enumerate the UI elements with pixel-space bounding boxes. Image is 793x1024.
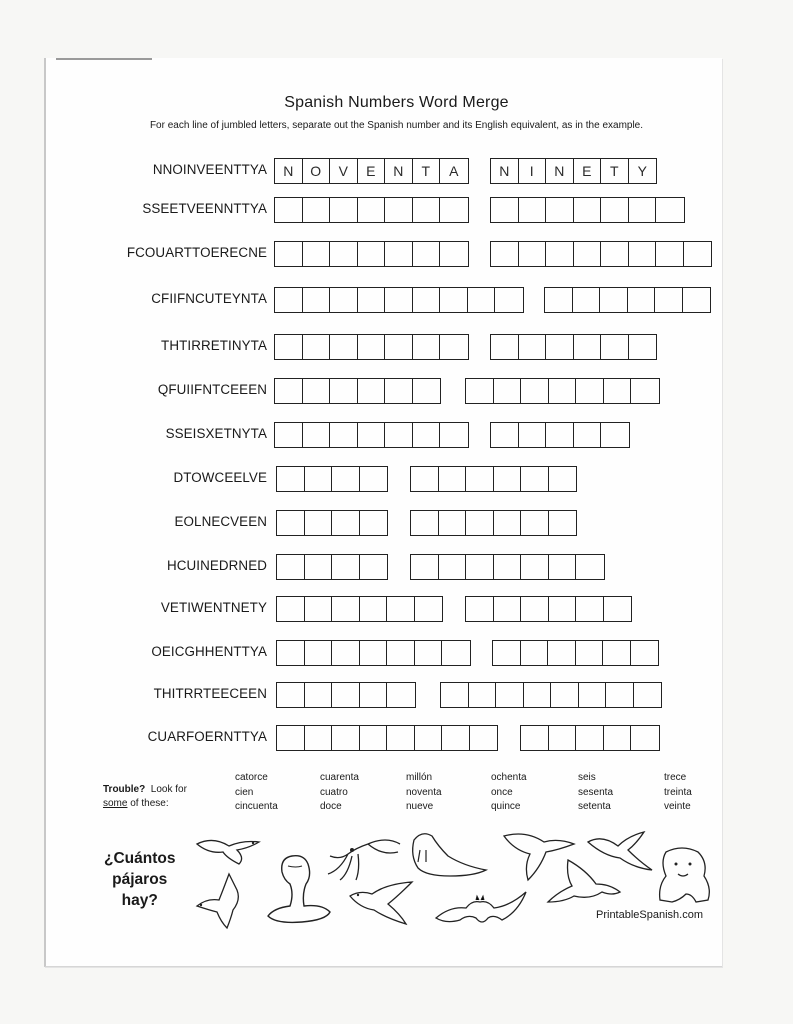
puzzle-row — [0, 197, 793, 223]
jumbled-letters: HCUINEDRNED — [166, 558, 267, 573]
puzzle-row — [0, 466, 793, 492]
english-letter-cell[interactable] — [684, 242, 712, 266]
english-letter-cell[interactable] — [601, 242, 629, 266]
jumbled-letters: DTOWCEELVE — [173, 470, 267, 485]
english-letter-cell[interactable]: I — [519, 159, 547, 183]
trouble-heading: Trouble? — [103, 784, 146, 795]
spanish-letter-cell[interactable]: E — [358, 159, 386, 183]
spanish-letter-cell[interactable] — [332, 555, 360, 579]
english-letter-cell[interactable] — [655, 288, 683, 312]
english-letter-cell[interactable] — [469, 683, 497, 707]
word-bank-word: ochenta — [491, 772, 527, 783]
spanish-letter-cell[interactable] — [387, 726, 415, 750]
spanish-letter-cell[interactable] — [303, 198, 331, 222]
puzzle-row — [0, 422, 793, 448]
english-letter-cell[interactable] — [491, 242, 519, 266]
spanish-letter-cell[interactable] — [277, 683, 305, 707]
english-answer-boxes — [465, 596, 632, 622]
word-bank-column — [491, 771, 527, 815]
spanish-letter-cell[interactable] — [305, 726, 333, 750]
spanish-letter-cell[interactable] — [358, 288, 386, 312]
english-letter-cell[interactable] — [576, 379, 604, 403]
spanish-answer-boxes — [276, 510, 388, 536]
english-letter-cell[interactable] — [493, 641, 521, 665]
word-bank-word: cincuenta — [235, 801, 278, 812]
english-letter-cell[interactable] — [549, 597, 577, 621]
puzzle-row — [0, 725, 793, 751]
english-letter-cell[interactable] — [519, 242, 547, 266]
bat-illustration — [432, 884, 530, 928]
spanish-letter-cell[interactable] — [332, 726, 360, 750]
spanish-letter-cell[interactable] — [360, 683, 388, 707]
worksheet-instructions: For each line of jumbled letters, separate out the Spanish number and its English equivalent, as in the example. — [149, 120, 644, 131]
diving-bird-illustration — [542, 856, 622, 916]
english-letter-cell[interactable] — [546, 335, 574, 359]
english-letter-cell[interactable] — [494, 511, 522, 535]
english-letter-cell[interactable] — [494, 467, 522, 491]
spanish-answer-boxes — [274, 334, 469, 360]
word-bank-word: noventa — [406, 786, 442, 798]
english-answer-boxes — [520, 725, 660, 751]
word-bank-word: millón — [406, 772, 433, 783]
spanish-letter-cell[interactable] — [305, 597, 333, 621]
english-letter-cell[interactable] — [576, 597, 604, 621]
english-letter-cell[interactable] — [491, 423, 519, 447]
spanish-letter-cell[interactable] — [413, 379, 441, 403]
word-bank-column — [406, 771, 442, 815]
spanish-letter-cell[interactable] — [303, 423, 331, 447]
english-letter-cell[interactable] — [601, 335, 629, 359]
english-letter-cell[interactable] — [491, 198, 519, 222]
spanish-letter-cell[interactable] — [442, 641, 470, 665]
spanish-letter-cell[interactable] — [305, 511, 333, 535]
puzzle-row — [0, 378, 793, 404]
spanish-letter-cell[interactable]: O — [303, 159, 331, 183]
word-bank-word: cien — [235, 786, 254, 798]
spanish-letter-cell[interactable] — [387, 683, 415, 707]
spanish-letter-cell[interactable] — [332, 683, 360, 707]
english-letter-cell[interactable] — [631, 379, 659, 403]
word-bank-column — [235, 771, 278, 815]
spanish-answer-boxes — [274, 241, 469, 267]
spanish-answer-boxes — [274, 287, 524, 313]
spanish-answer-boxes — [276, 596, 443, 622]
word-bank-word: trece — [664, 772, 687, 783]
spanish-letter-cell[interactable] — [470, 726, 498, 750]
english-letter-cell[interactable] — [546, 198, 574, 222]
spanish-letter-cell[interactable] — [360, 555, 388, 579]
english-letter-cell[interactable] — [631, 641, 659, 665]
spanish-letter-cell[interactable] — [332, 467, 360, 491]
english-answer-boxes — [410, 554, 605, 580]
footer-website: PrintableSpanish.com — [596, 909, 704, 921]
spanish-letter-cell[interactable] — [413, 198, 441, 222]
english-answer-boxes — [490, 241, 712, 267]
english-letter-cell[interactable] — [574, 198, 602, 222]
word-bank-word: doce — [320, 801, 342, 812]
english-letter-cell[interactable] — [411, 511, 439, 535]
english-letter-cell[interactable] — [521, 379, 549, 403]
walrus-illustration — [404, 826, 490, 880]
english-letter-cell[interactable] — [521, 641, 549, 665]
word-bank-word: sesenta — [578, 786, 614, 798]
spanish-letter-cell[interactable] — [413, 288, 441, 312]
spanish-letter-cell[interactable] — [358, 198, 386, 222]
spanish-letter-cell[interactable] — [277, 467, 305, 491]
english-answer-boxes — [490, 197, 685, 223]
jumbled-letters: THITRRTEECEEN — [153, 686, 267, 701]
english-letter-cell[interactable] — [519, 335, 547, 359]
english-letter-cell[interactable] — [466, 467, 494, 491]
spanish-letter-cell[interactable] — [385, 242, 413, 266]
english-letter-cell[interactable] — [494, 555, 522, 579]
spanish-letter-cell[interactable] — [332, 511, 360, 535]
spanish-letter-cell[interactable] — [415, 726, 443, 750]
spanish-letter-cell[interactable] — [387, 641, 415, 665]
spanish-letter-cell[interactable] — [305, 683, 333, 707]
puzzle-row — [0, 554, 793, 580]
english-letter-cell[interactable] — [519, 198, 547, 222]
spanish-letter-cell[interactable] — [330, 198, 358, 222]
english-answer-boxes — [440, 682, 662, 708]
english-letter-cell[interactable] — [601, 198, 629, 222]
jumbled-letters: SSEETVEENNTTYA — [142, 201, 267, 216]
english-letter-cell[interactable] — [439, 555, 467, 579]
spanish-letter-cell[interactable] — [440, 288, 468, 312]
word-bank-column — [578, 771, 613, 815]
spanish-letter-cell[interactable] — [360, 597, 388, 621]
spanish-letter-cell[interactable] — [385, 379, 413, 403]
english-letter-cell[interactable] — [521, 555, 549, 579]
spanish-letter-cell[interactable] — [275, 423, 303, 447]
jumbled-letters: EOLNECVEEN — [174, 514, 267, 529]
spanish-letter-cell[interactable] — [275, 242, 303, 266]
english-letter-cell[interactable] — [466, 379, 494, 403]
english-letter-cell[interactable] — [573, 288, 601, 312]
english-answer-boxes — [490, 158, 657, 184]
english-letter-cell[interactable] — [494, 597, 522, 621]
english-letter-cell[interactable] — [603, 641, 631, 665]
word-bank-word: seis — [578, 772, 596, 783]
spanish-answer-boxes — [274, 197, 469, 223]
english-letter-cell[interactable] — [466, 511, 494, 535]
jumbled-letters: THTIRRETINYTA — [161, 338, 267, 353]
spanish-letter-cell[interactable]: V — [330, 159, 358, 183]
jumbled-letters: CUARFOERNTTYA — [147, 729, 267, 744]
english-letter-cell[interactable] — [634, 683, 662, 707]
spanish-letter-cell[interactable] — [442, 726, 470, 750]
english-letter-cell[interactable] — [521, 726, 549, 750]
english-letter-cell[interactable] — [466, 597, 494, 621]
english-letter-cell[interactable] — [600, 288, 628, 312]
spanish-letter-cell[interactable] — [303, 242, 331, 266]
english-letter-cell[interactable] — [521, 597, 549, 621]
english-letter-cell[interactable] — [574, 335, 602, 359]
spanish-letter-cell[interactable] — [385, 288, 413, 312]
jumbled-letters: OEICGHHENTTYA — [151, 644, 267, 659]
english-letter-cell[interactable] — [439, 467, 467, 491]
english-letter-cell[interactable] — [628, 288, 656, 312]
english-letter-cell[interactable] — [604, 379, 632, 403]
puzzle-row — [0, 510, 793, 536]
spanish-letter-cell[interactable] — [385, 335, 413, 359]
squid-illustration — [322, 830, 402, 882]
english-letter-cell[interactable] — [546, 242, 574, 266]
english-letter-cell[interactable]: T — [601, 159, 629, 183]
spanish-answer-boxes — [276, 554, 388, 580]
english-letter-cell[interactable] — [574, 423, 602, 447]
bulldog-illustration — [652, 842, 716, 906]
word-bank-word: cuatro — [320, 786, 348, 798]
english-letter-cell[interactable] — [491, 335, 519, 359]
english-letter-cell[interactable] — [576, 726, 604, 750]
english-letter-cell[interactable]: N — [546, 159, 574, 183]
spanish-letter-cell[interactable] — [358, 335, 386, 359]
spanish-letter-cell[interactable] — [413, 423, 441, 447]
spanish-letter-cell[interactable] — [332, 641, 360, 665]
english-letter-cell[interactable] — [574, 242, 602, 266]
english-letter-cell[interactable] — [546, 423, 574, 447]
spanish-letter-cell[interactable] — [440, 335, 468, 359]
spanish-letter-cell[interactable] — [440, 242, 468, 266]
spanish-letter-cell[interactable] — [277, 641, 305, 665]
spanish-answer-boxes — [274, 158, 469, 184]
spanish-letter-cell[interactable] — [277, 597, 305, 621]
spanish-letter-cell[interactable] — [413, 242, 441, 266]
soaring-bird-illustration — [346, 878, 418, 928]
english-letter-cell[interactable]: N — [491, 159, 519, 183]
puzzle-row — [0, 158, 793, 184]
english-letter-cell[interactable] — [629, 242, 657, 266]
spanish-letter-cell[interactable] — [303, 335, 331, 359]
word-bank-word: once — [491, 786, 513, 798]
english-answer-boxes — [544, 287, 711, 313]
spanish-letter-cell[interactable] — [415, 641, 443, 665]
spanish-letter-cell[interactable]: T — [413, 159, 441, 183]
english-answer-boxes — [465, 378, 660, 404]
spanish-letter-cell[interactable] — [330, 335, 358, 359]
puzzle-row — [0, 640, 793, 666]
spanish-letter-cell[interactable] — [358, 379, 386, 403]
english-answer-boxes — [490, 334, 657, 360]
spanish-letter-cell[interactable] — [360, 511, 388, 535]
jumbled-letters: CFIIFNCUTEYNTA — [151, 291, 267, 306]
english-answer-boxes — [410, 466, 577, 492]
english-letter-cell[interactable] — [524, 683, 552, 707]
spanish-answer-boxes — [274, 378, 441, 404]
english-letter-cell[interactable] — [551, 683, 579, 707]
english-letter-cell[interactable]: E — [574, 159, 602, 183]
spanish-letter-cell[interactable] — [305, 555, 333, 579]
puzzle-row — [0, 334, 793, 360]
english-letter-cell[interactable] — [631, 726, 659, 750]
spanish-letter-cell[interactable] — [360, 467, 388, 491]
trouble-text: Look for — [150, 784, 187, 795]
spanish-letter-cell[interactable]: N — [275, 159, 303, 183]
bird-question — [104, 848, 175, 911]
spanish-letter-cell[interactable] — [275, 335, 303, 359]
jumbled-letters: FCOUARTTOERECNE — [126, 245, 267, 260]
spanish-letter-cell[interactable] — [495, 288, 523, 312]
spanish-letter-cell[interactable] — [385, 198, 413, 222]
english-letter-cell[interactable] — [549, 511, 577, 535]
english-letter-cell[interactable] — [683, 288, 711, 312]
word-bank-word: quince — [491, 801, 521, 812]
english-letter-cell[interactable] — [549, 379, 577, 403]
flying-bird-illustration — [193, 832, 265, 868]
spanish-letter-cell[interactable] — [332, 597, 360, 621]
english-answer-boxes — [410, 510, 577, 536]
spanish-answer-boxes — [276, 682, 416, 708]
english-letter-cell[interactable] — [604, 597, 632, 621]
spanish-letter-cell[interactable]: N — [385, 159, 413, 183]
english-letter-cell[interactable] — [441, 683, 469, 707]
english-letter-cell[interactable] — [549, 726, 577, 750]
word-bank-column — [664, 771, 692, 815]
english-letter-cell[interactable] — [629, 198, 657, 222]
spanish-letter-cell[interactable] — [468, 288, 496, 312]
spanish-letter-cell[interactable] — [360, 726, 388, 750]
spanish-letter-cell[interactable]: A — [449, 163, 459, 179]
puzzle-row — [0, 596, 793, 622]
jumbled-letters: NNOINVEENTTYA — [152, 162, 267, 177]
puzzle-row — [0, 241, 793, 267]
english-letter-cell[interactable] — [576, 641, 604, 665]
spanish-letter-cell[interactable] — [413, 335, 441, 359]
english-letter-cell[interactable] — [579, 683, 607, 707]
english-letter-cell[interactable] — [604, 726, 632, 750]
spanish-letter-cell[interactable] — [440, 423, 468, 447]
spanish-answer-boxes — [276, 466, 388, 492]
worksheet-title: Spanish Numbers Word Merge — [284, 94, 509, 111]
spanish-letter-cell[interactable] — [358, 423, 386, 447]
question-line-3: hay? — [121, 892, 158, 909]
word-bank-word: treinta — [664, 786, 692, 798]
trouble-some: some — [103, 798, 128, 809]
spanish-letter-cell[interactable] — [330, 423, 358, 447]
trouble-hint — [103, 783, 187, 811]
spanish-letter-cell[interactable] — [275, 288, 303, 312]
spanish-answer-boxes — [274, 422, 469, 448]
word-bank-word: setenta — [578, 801, 611, 812]
jumbled-letters: VETIWENTNETY — [160, 600, 267, 615]
english-letter-cell[interactable] — [656, 198, 684, 222]
english-answer-boxes — [492, 640, 659, 666]
english-letter-cell[interactable] — [411, 467, 439, 491]
english-letter-cell[interactable] — [494, 379, 522, 403]
puzzle-row — [0, 287, 793, 313]
spanish-letter-cell[interactable] — [275, 198, 303, 222]
spanish-letter-cell[interactable] — [275, 379, 303, 403]
english-letter-cell[interactable] — [439, 511, 467, 535]
english-letter-cell[interactable] — [521, 467, 549, 491]
word-bank-word: cuarenta — [320, 772, 359, 783]
spanish-letter-cell[interactable] — [277, 726, 305, 750]
spanish-letter-cell[interactable] — [330, 242, 358, 266]
spanish-letter-cell[interactable] — [305, 641, 333, 665]
puzzle-row — [0, 682, 793, 708]
word-bank-word: nueve — [406, 801, 434, 812]
english-letter-cell[interactable] — [606, 683, 634, 707]
spanish-letter-cell[interactable] — [330, 379, 358, 403]
english-letter-cell[interactable] — [549, 467, 577, 491]
jumbled-letters: SSEISXETNYTA — [165, 426, 267, 441]
word-bank-word: veinte — [664, 801, 691, 812]
spanish-answer-boxes — [276, 640, 471, 666]
spanish-letter-cell[interactable] — [305, 467, 333, 491]
page-edge-mark — [56, 58, 152, 60]
english-letter-cell[interactable] — [519, 423, 547, 447]
spanish-letter-cell[interactable] — [387, 597, 415, 621]
spanish-letter-cell[interactable] — [440, 198, 468, 222]
spanish-letter-cell[interactable] — [415, 597, 443, 621]
trouble-text2: of these: — [130, 798, 169, 809]
spanish-letter-cell[interactable] — [303, 288, 331, 312]
english-answer-boxes — [490, 422, 630, 448]
english-letter-cell[interactable] — [549, 555, 577, 579]
spanish-letter-cell[interactable] — [358, 242, 386, 266]
perched-bird-illustration — [193, 870, 249, 932]
english-letter-cell[interactable] — [496, 683, 524, 707]
question-line-2: pájaros — [112, 871, 168, 888]
spanish-letter-cell[interactable] — [303, 379, 331, 403]
english-letter-cell[interactable] — [576, 555, 604, 579]
word-bank-column — [320, 771, 359, 815]
english-letter-cell[interactable] — [545, 288, 573, 312]
english-letter-cell[interactable] — [656, 242, 684, 266]
english-letter-cell[interactable] — [521, 511, 549, 535]
spanish-letter-cell[interactable] — [277, 511, 305, 535]
spanish-letter-cell[interactable] — [360, 641, 388, 665]
english-letter-cell[interactable] — [466, 555, 494, 579]
english-letter-cell[interactable] — [601, 423, 629, 447]
spanish-letter-cell[interactable] — [330, 288, 358, 312]
spanish-letter-cell[interactable] — [277, 555, 305, 579]
spanish-letter-cell[interactable] — [385, 423, 413, 447]
english-letter-cell[interactable] — [548, 641, 576, 665]
question-line-1: ¿Cuántos — [104, 850, 176, 867]
english-letter-cell[interactable] — [411, 555, 439, 579]
spanish-answer-boxes — [276, 725, 498, 751]
english-letter-cell[interactable]: Y — [637, 163, 647, 179]
english-letter-cell[interactable] — [629, 335, 657, 359]
word-bank-word: catorce — [235, 772, 268, 783]
jumbled-letters: QFUIIFNTCEEEN — [157, 382, 267, 397]
